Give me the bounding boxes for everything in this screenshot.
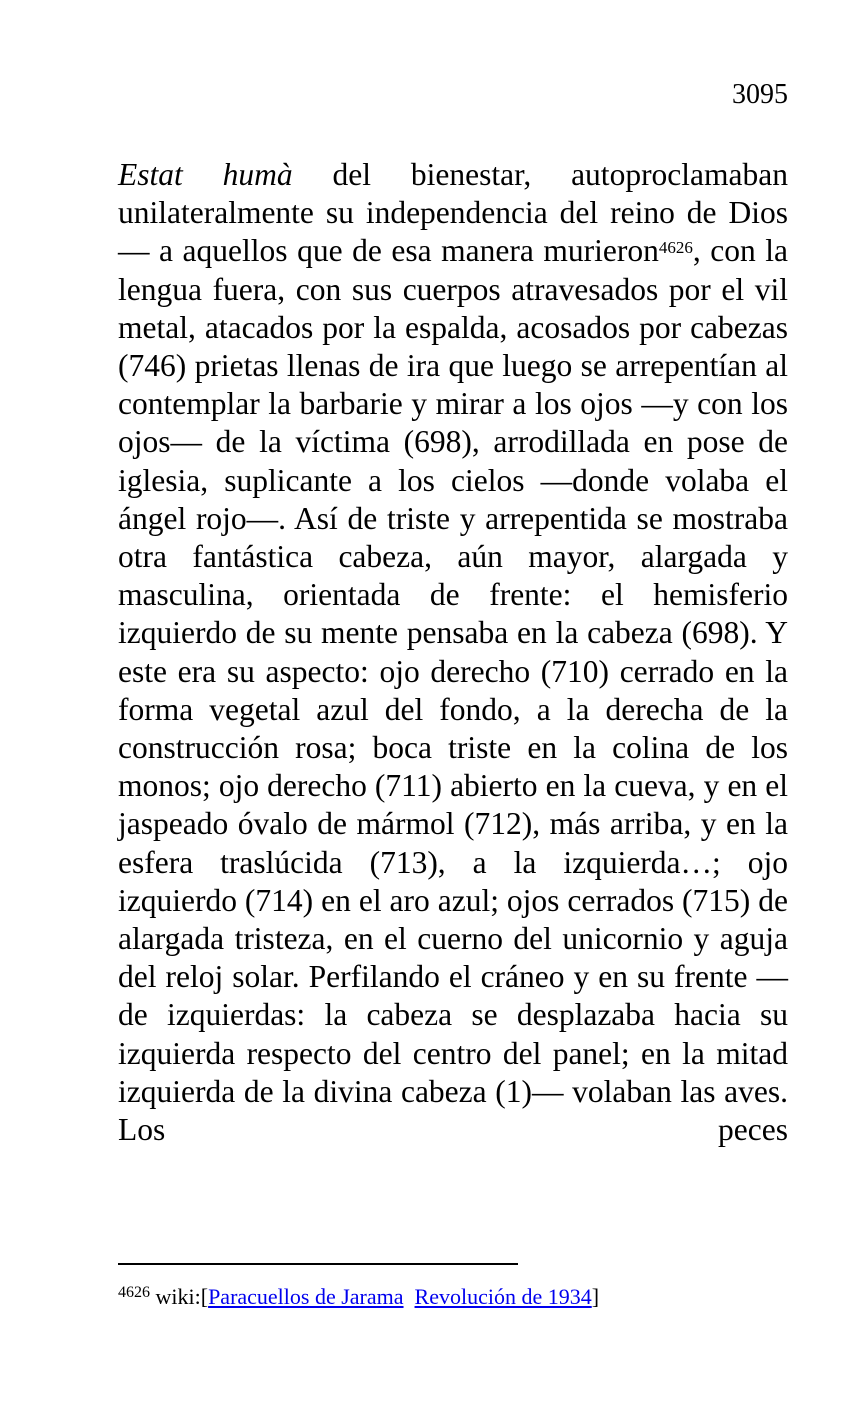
footnote-reference[interactable]: 4626: [658, 238, 693, 258]
footnote-divider: [118, 1263, 518, 1265]
footnote: [118, 1282, 818, 1312]
paragraph-text-continued: , con la lengua fuera, con sus cuerpos atravesados por el vil metal, atacados por la espalda, acosados por cabezas (746) prietas llenas de ira que luego se arrepentían al contemplar la barbarie y mirar a los ojos —y con los ojos— de la víctima (698), arrodillada en pose de iglesia, suplicante a los cielos —donde volaba el ángel rojo—. Así de triste y arrepentida se mostraba otra fantástica cabeza, aún mayor, alargada y masculina, orientada de frente: el hemisferio izquierdo de su mente pensaba en la cabeza (698). Y este era su aspecto: ojo derecho (710) cerrado en la forma vegetal azul del fondo, a la derecha de la construcción rosa; boca triste en la colina de los monos; ojo derecho (711) abierto en la cueva, y en el jaspeado óvalo de mármol (712), más arriba, y en la esfera traslúcida (713), a la izquierda…; ojo izquierdo (714) en el aro azul; ojos cerrados (715) de alargada tristeza, en el cuerno del unicornio y aguja del reloj solar. Perfilando el cráneo y en su frente —de izquierdas: la cabeza se desplazaba hacia su izquierda respecto del centro del panel; en la mitad izquierda de la divina cabeza (1)— volaban las aves. Los peces: [118, 233, 788, 1148]
footnote-suffix: ]: [591, 1284, 600, 1309]
link-revolucion-de-1934[interactable]: Revolución de 1934: [414, 1284, 592, 1309]
footnote-prefix: wiki:[: [150, 1284, 209, 1309]
footnote-number: 4626: [118, 1284, 150, 1301]
italic-lead: Estat humà: [118, 157, 293, 192]
page-number: 3095: [732, 79, 788, 110]
body-paragraph: [118, 156, 788, 1149]
link-paracuellos-de-jarama[interactable]: Paracuellos de Jarama: [208, 1284, 404, 1309]
paragraph-text-start: del bienestar, autoproclamaban unilateralmente su independencia del reino de Dios— a aquellos que de esa manera murieron: [118, 157, 788, 269]
